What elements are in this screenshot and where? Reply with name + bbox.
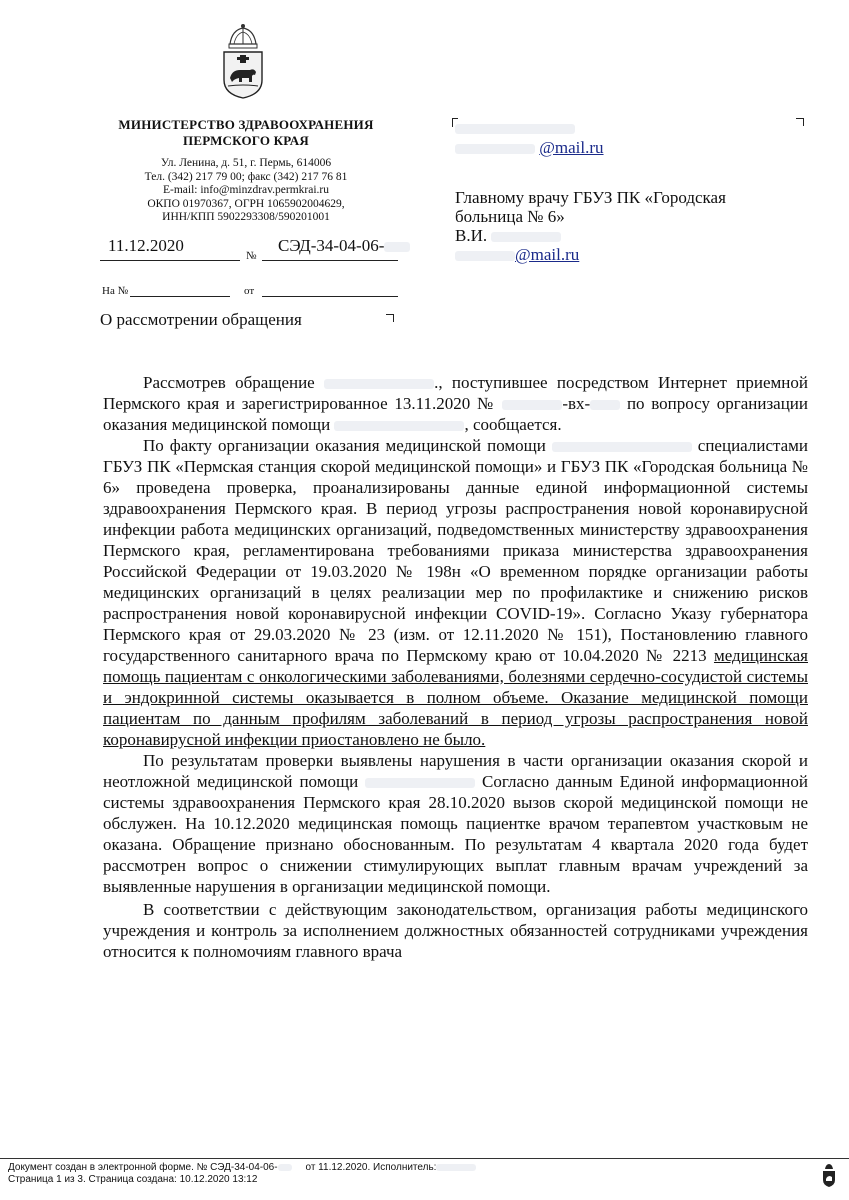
contact-address: Ул. Ленина, д. 51, г. Пермь, 614006 [160,157,332,169]
recipient-email-bottom-text: @mail.ru [515,245,580,264]
p1-part-b: ., поступившее посредством Интернет приемной Пермского края и зарегистрированное 13.11.2020 № [103,373,809,413]
recipient-initials: В.И. [455,226,488,245]
recipient-email-bottom [455,245,815,264]
paragraph-4: В соответствии с действующим законодательством, организация работы медицинского учреждения и контроль за исполнением должностных обязанностей сотрудниками учреждения относится к полномочиям главного врача [103,900,808,961]
contact-okpo: ОКПО 01970367, ОГРН 1065902004629, [147,197,345,210]
footer-executor: от 11.12.2020. Исполнитель: [305,1162,437,1173]
p3-part-a: По результатам проверки выявлены нарушения в части организации оказания скорой и неотложной медицинской помощи [103,751,808,791]
p1-part-d: по вопросу организации оказания медицинской помощи [103,394,808,434]
recipient-email-top [455,138,604,157]
recipient-line1: Главному врачу ГБУЗ ПК «Городская [455,188,726,207]
ministry-line2: ПЕРМСКОГО КРАЯ [183,133,309,148]
footer [8,1162,476,1186]
reply-to-label: На № [102,285,129,297]
number-sign: № [246,250,257,262]
footer-crest-icon [822,1162,836,1188]
paragraph-1 [103,372,808,435]
footer-doc-number: Документ создан в электронной форме. № СЭД-34-04-06- [8,1162,278,1173]
p1-part-c: -вх- [562,394,591,413]
p1-part-a: Рассмотрев обращение [143,373,315,392]
registration-number-text: СЭД-34-04-06- [278,236,385,255]
recipient-line2: больница № 6» [455,207,565,226]
contact-email: E-mail: info@minzdrav.permkrai.ru [163,184,329,196]
footer-divider [0,1158,849,1159]
letter-body [103,372,808,962]
registration-date: 11.12.2020 [108,236,184,255]
footer-line1 [8,1162,476,1174]
ministry-contacts [96,157,396,225]
p1-part-e: , сообщается. [464,415,562,434]
reply-from-label: от [244,285,255,297]
p3-part-b: Согласно данным Единой информационной системы здравоохранения Пермского края 28.10.2020 вызов скорой медицинской помощи не обслужен. На 10.12.2020 медицинская помощь пациентке врачом терапевтом участковым не оказана. Обращение признано обоснованным. По результатам 4 квартала 2020 года будет рассмотрен вопрос о снижении стимулирующих выплат главным врачам учреждений за выявленные нарушения в организации медицинской помощи. [103,772,808,896]
footer-line2: Страница 1 из 3. Страница создана: 10.12.2020 13:12 [8,1174,258,1185]
recipient-name-redacted [455,118,575,137]
ministry-line1: МИНИСТЕРСТВО ЗДРАВООХРАНЕНИЯ [118,117,374,132]
ministry-name [96,117,396,149]
p2-underlined: медицинская помощь пациентам с онкологическими заболеваниями, болезнями сердечно-сосудистой системы и эндокринной системы оказывается в полном объеме. Оказание медицинской помощи пациентам по данным профилям заболеваний в период угрозы распространения новой коронавирусной инфекции приостановлено не было. [103,646,808,749]
contact-inn: ИНН/КПП 5902293308/590201001 [162,211,330,223]
registration-number [278,236,410,256]
recipient-line3 [455,226,815,245]
paragraph-3 [103,750,808,897]
p2-part-a: По факту организации оказания медицинской помощи [143,436,546,455]
letter-subject: О рассмотрении обращения [100,310,302,329]
paragraph-2 [103,435,808,750]
coat-of-arms-icon [220,22,266,100]
contact-phone: Тел. (342) 217 79 00; факс (342) 217 76 81 [144,170,348,183]
recipient-address [455,188,815,264]
recipient-email-top-text: @mail.ru [539,138,604,157]
p2-part-b: специалистами ГБУЗ ПК «Пермская станция скорой медицинской помощи» и ГБУЗ ПК «Городская больница № 6» проведена проверка, проанализированы данные единой информационной системы здравоохранения Пермского края. В период угрозы распространения новой коронавирусной инфекции работа медицинских организаций, подведомственных министерству здравоохранения Пермского края, регламентирована требованиями приказа министерства здравоохранения Российской Федерации от 19.03.2020 № 198н «О временном порядке организации работы медицинских организаций в целях реализации мер по профилактике и снижению рисков распространения новой коронавирусной инфекции COVID-19». Согласно Указу губернатора Пермского края от 29.03.2020 № 23 (изм. от 12.11.2020 № 151), Постановлению главного государственного санитарного врача по Пермскому краю от 10.04.2020 № 2213 [103,436,809,665]
